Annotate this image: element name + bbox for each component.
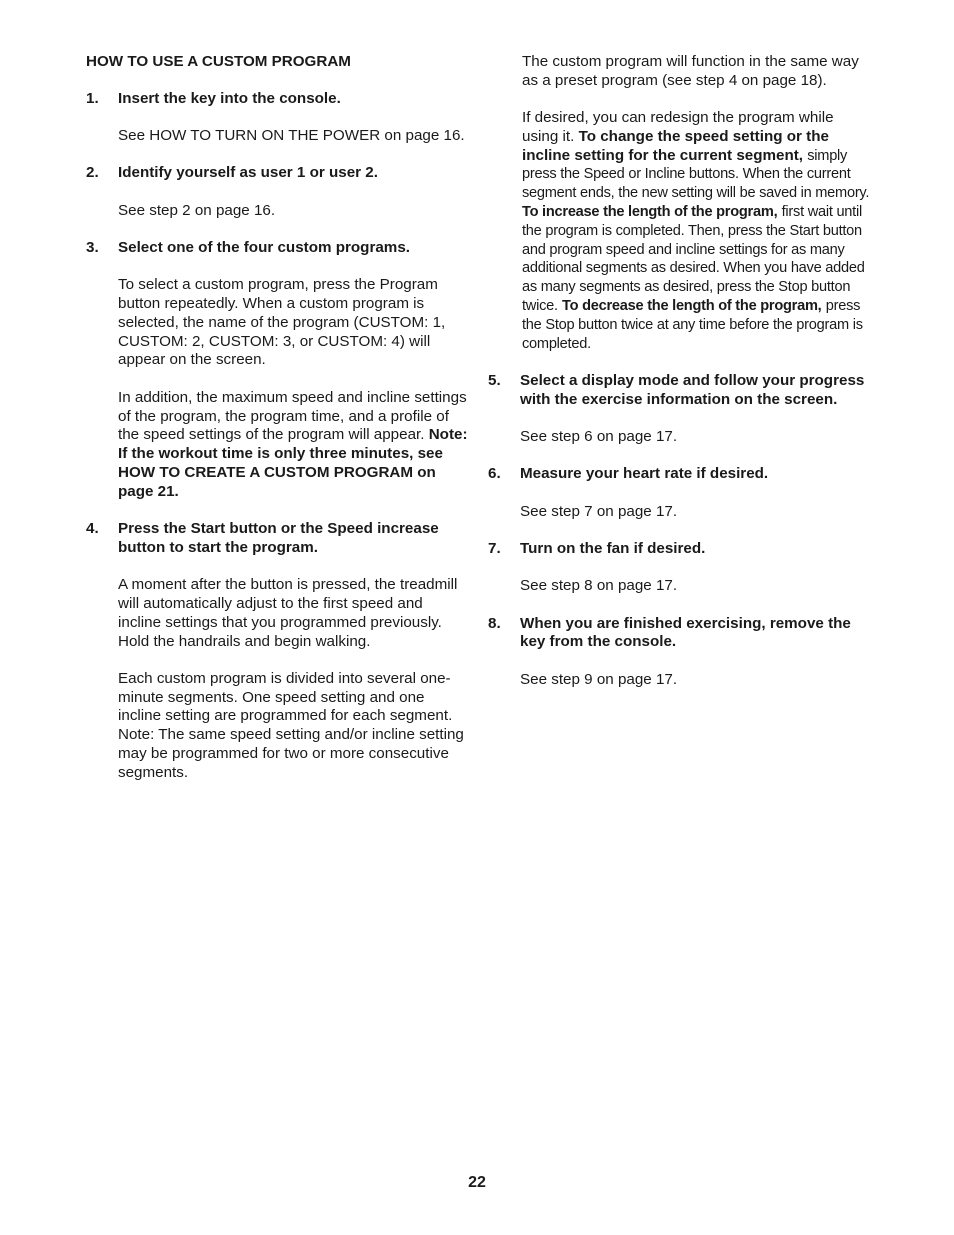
step-paragraph: See step 6 on page 17. <box>520 428 678 446</box>
step-title: Insert the key into the console. <box>118 89 341 107</box>
step-title: Select one of the four custom programs. <box>118 238 410 256</box>
step-1 <box>86 90 468 146</box>
intro-paragraph: The custom program will function in the same way as a preset program (see step 4 on page 18). <box>522 53 859 89</box>
step-title: Identify yourself as user 1 or user 2. <box>118 164 378 182</box>
step-number: 3. <box>86 238 99 256</box>
step-number: 1. <box>86 89 99 107</box>
step-3 <box>86 239 468 502</box>
redesign-emphasis-decrease: To decrease the length of the program, <box>562 298 822 315</box>
step-number: 8. <box>488 614 501 632</box>
step-title: Select a display mode and follow your progress with the exercise information on the screen. <box>520 371 865 408</box>
step-number: 6. <box>488 465 501 483</box>
step-paragraph: A moment after the button is pressed, the treadmill will automatically adjust to the first speed and incline settings that you programmed previously. Hold the handrails and begin walking. <box>118 576 458 650</box>
step-6 <box>488 465 872 521</box>
step-number: 4. <box>86 520 99 538</box>
step-paragraph: See step 9 on page 17. <box>520 670 678 688</box>
step-paragraph: See step 8 on page 17. <box>520 577 678 595</box>
redesign-text-g: press the Stop button twice at any time before the program is completed. <box>522 298 863 352</box>
step-paragraph: Each custom program is divided into several one-minute segments. One speed setting and one incline setting are programmed for each segment. Note: The same speed setting and/or incline setting may be programmed for two or more consecutive segments. <box>118 669 464 781</box>
left-column <box>86 53 468 801</box>
continuation-text <box>488 53 872 353</box>
redesign-text-a: If desired, you can redesign the program while using it. <box>522 109 834 145</box>
step-5 <box>488 372 872 447</box>
step-paragraph <box>118 389 468 502</box>
note-text: Note: If the workout time is only three minutes, see HOW TO CREATE A CUSTOM PROGRAM on page 21. <box>118 426 468 500</box>
step-8 <box>488 615 872 690</box>
step-paragraph: See step 7 on page 17. <box>520 502 678 520</box>
step-paragraph: See step 2 on page 16. <box>118 201 276 219</box>
step-number: 2. <box>86 164 99 182</box>
step-paragraph: To select a custom program, press the Program button repeatedly. When a custom program is selected, the name of the program (CUSTOM: 1, CUSTOM: 2, CUSTOM: 3, or CUSTOM: 4) will appear on the screen. <box>118 276 446 369</box>
step-4 <box>86 520 468 783</box>
step-7 <box>488 540 872 596</box>
right-column <box>488 53 872 708</box>
step-title: Press the Start button or the Speed increase button to start the program. <box>118 520 439 556</box>
redesign-paragraph <box>522 109 872 353</box>
step-paragraph: See HOW TO TURN ON THE POWER on page 16. <box>118 127 465 145</box>
step-title: Measure your heart rate if desired. <box>520 465 769 483</box>
step-title: Turn on the fan if desired. <box>520 539 706 557</box>
section-heading: HOW TO USE A CUSTOM PROGRAM <box>86 53 351 70</box>
step-number: 7. <box>488 539 501 557</box>
step-title: When you are finished exercising, remove the key from the console. <box>520 614 851 651</box>
step-paragraph-text: In addition, the maximum speed and incline settings of the program, the program time, and a profile of the speed settings of the program will appear. <box>118 388 467 444</box>
step-number: 5. <box>488 371 501 389</box>
step-2 <box>86 164 468 220</box>
redesign-text-c: simply press the Speed or Incline buttons. When the current segment ends, the new setting will be saved in memory. <box>522 147 870 202</box>
redesign-emphasis-increase: To increase the length of the program, <box>522 204 778 221</box>
page-number: 22 <box>468 1174 486 1191</box>
redesign-emphasis-speed: To change the speed setting or the incline setting for the current segment, <box>522 127 829 164</box>
redesign-text-e: first wait until the program is completed. Then, press the Start button and program speed and incline settings for as many additional segments as desired. When you have added as many segments as desired, press the Stop button twice. <box>522 204 865 315</box>
